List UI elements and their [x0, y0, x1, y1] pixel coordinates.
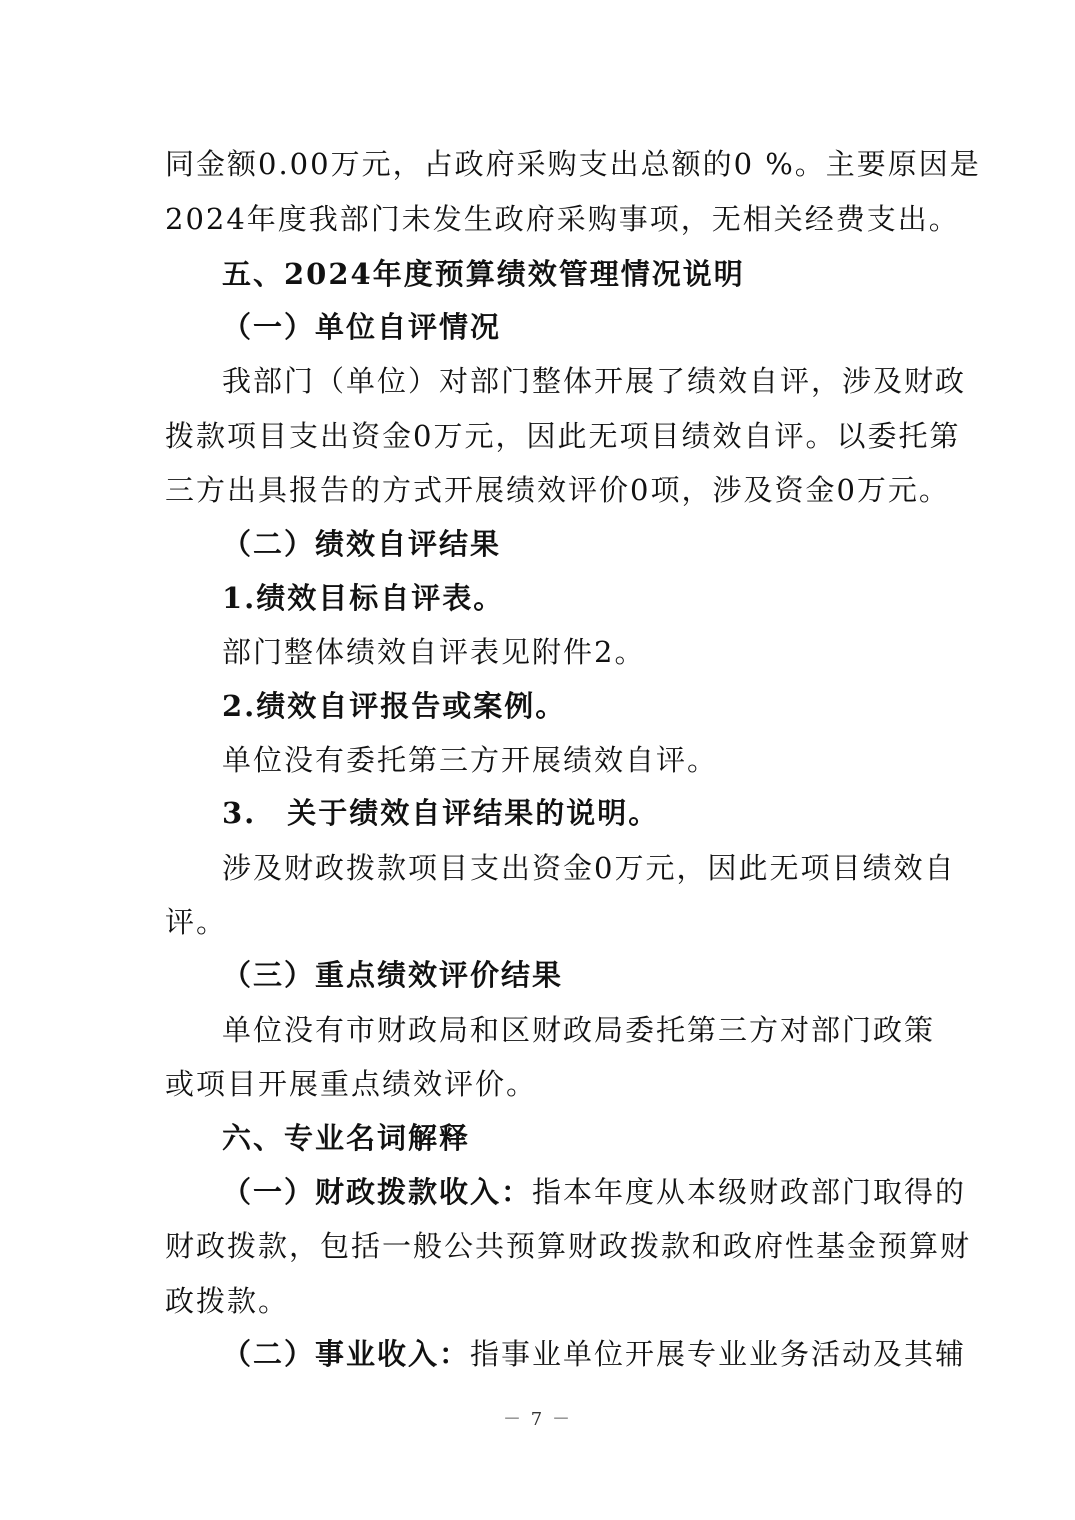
- body-line: 我部门（单位）对部门整体开展了绩效自评，涉及财政: [222, 364, 967, 398]
- item-heading: 1.绩效目标自评表。: [222, 581, 505, 615]
- body-line: 三方出具报告的方式开展绩效评价0项，涉及资金0万元。: [165, 473, 950, 507]
- term-definition: 指本年度从本级财政部门取得的: [532, 1175, 967, 1209]
- section-heading: 六、专业名词解释: [222, 1121, 471, 1155]
- section-heading: 五、2024年度预算绩效管理情况说明: [222, 257, 745, 291]
- body-line: 单位没有委托第三方开展绩效自评。: [222, 743, 719, 777]
- page-number: － 7 －: [503, 1409, 572, 1430]
- term-label: （一）财政拨款收入：: [222, 1175, 533, 1209]
- body-line: 涉及财政拨款项目支出资金0万元，因此无项目绩效自: [222, 851, 956, 885]
- term-definition: 指事业单位开展专业业务活动及其辅: [470, 1337, 967, 1371]
- body-line: 同金额0.00万元，占政府采购支出总额的0 %。主要原因是: [165, 147, 981, 181]
- term-label: （二）事业收入：: [222, 1337, 471, 1371]
- subsection-heading: （二）绩效自评结果: [222, 527, 502, 561]
- body-line: 2024年度我部门未发生政府采购事项，无相关经费支出。: [165, 202, 960, 236]
- body-line: [222, 1174, 967, 1210]
- body-line: 评。: [165, 905, 228, 939]
- body-line: 或项目开展重点绩效评价。: [165, 1067, 538, 1101]
- item-heading: 2.绩效自评报告或案例。: [222, 689, 567, 723]
- body-line: [222, 1336, 967, 1372]
- subsection-heading: （三）重点绩效评价结果: [222, 958, 564, 992]
- item-heading: 3. 关于绩效自评结果的说明。: [222, 796, 660, 830]
- body-line: 拨款项目支出资金0万元，因此无项目绩效自评。以委托第: [165, 419, 961, 453]
- subsection-heading: （一）单位自评情况: [222, 310, 502, 344]
- body-line: 单位没有市财政局和区财政局委托第三方对部门政策: [222, 1013, 936, 1047]
- body-line: 财政拨款，包括一般公共预算财政拨款和政府性基金预算财: [165, 1229, 972, 1263]
- body-line: 政拨款。: [165, 1284, 290, 1318]
- body-line: 部门整体绩效自评表见附件2。: [222, 635, 646, 669]
